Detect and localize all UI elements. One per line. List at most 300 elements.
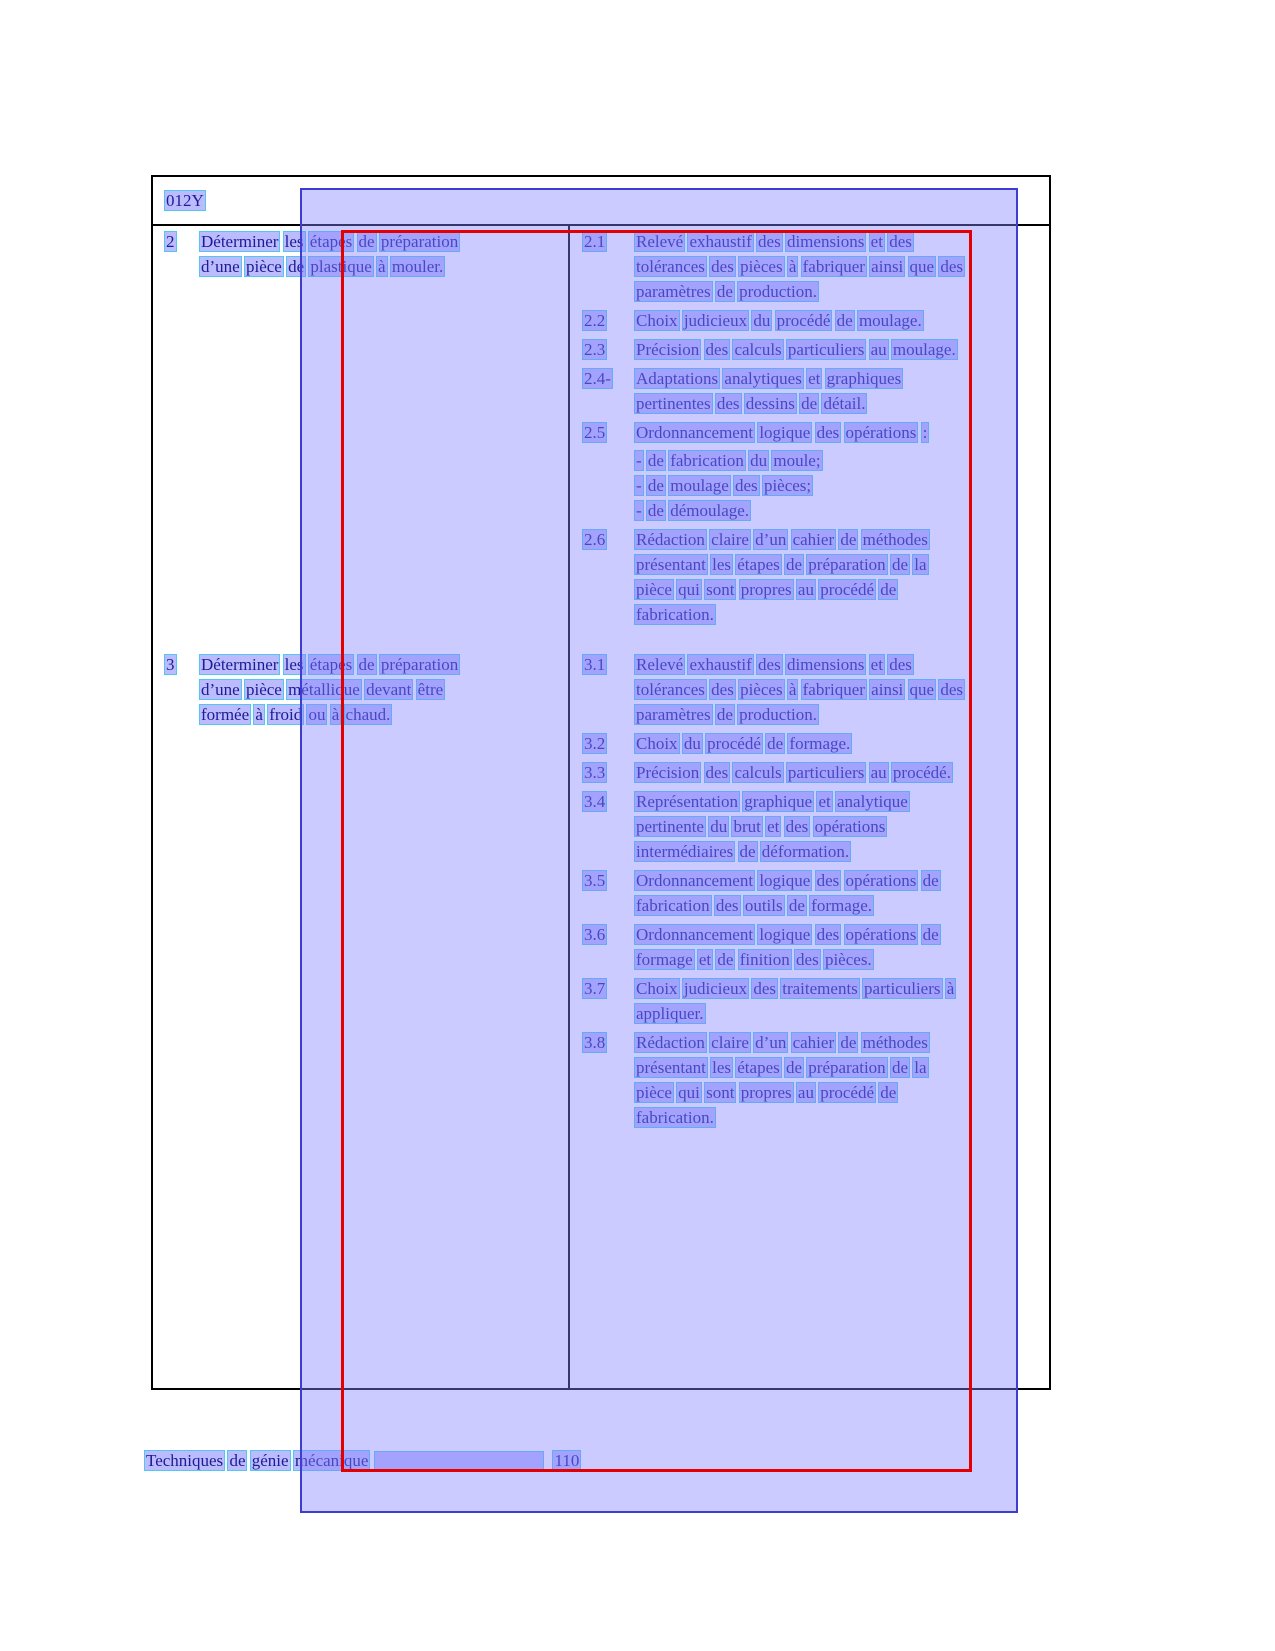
criterion-item <box>570 760 1049 785</box>
word-highlight: d’un <box>755 1033 787 1052</box>
word-highlight: du <box>710 817 728 836</box>
criterion-number <box>570 731 635 756</box>
word-highlight: ainsi <box>871 680 904 699</box>
criterion-item <box>570 308 1049 333</box>
word-highlight: 3.2 <box>584 734 606 753</box>
word-highlight: de <box>922 871 939 890</box>
word-highlight: traitements <box>782 979 858 998</box>
word-highlight: pièce <box>245 257 282 276</box>
word-highlight: calculs <box>734 340 782 359</box>
word-highlight: dimensions <box>786 232 865 251</box>
criterion-line <box>635 839 1045 864</box>
word-highlight: la <box>914 1058 927 1077</box>
word-highlight: de <box>358 232 375 251</box>
word-highlight: de <box>801 394 818 413</box>
word-highlight: opérations <box>814 817 886 836</box>
criterion-line <box>635 602 1045 627</box>
criterion-line <box>635 731 1045 756</box>
objective-line <box>200 702 560 727</box>
objective-number <box>153 652 200 1134</box>
word-highlight: d’un <box>755 530 787 549</box>
word-highlight: de <box>716 282 733 301</box>
word-highlight: logique <box>759 871 811 890</box>
criterion-line <box>635 279 1045 304</box>
criterion-sub-line <box>635 448 1045 473</box>
word-highlight: opérations <box>845 871 917 890</box>
objective-cell <box>153 229 570 631</box>
word-highlight: qui <box>678 580 700 599</box>
word-highlight: de <box>716 705 733 724</box>
criterion-line <box>635 552 1045 577</box>
word-highlight: 3.5 <box>584 871 606 890</box>
word-highlight: outils <box>744 896 783 915</box>
word-highlight: des <box>735 476 758 495</box>
word-highlight: 3.7 <box>584 979 606 998</box>
word-highlight: 2.1 <box>584 232 606 251</box>
word-highlight: judicieux <box>683 979 748 998</box>
word-highlight: mouler. <box>391 257 444 276</box>
criterion-number <box>570 922 635 972</box>
word-highlight: pièces; <box>763 476 812 495</box>
word-highlight: de <box>922 925 939 944</box>
word-highlight: des <box>785 817 809 836</box>
criterion-text <box>635 976 1049 1026</box>
criterion-number <box>570 527 635 627</box>
criterion-item <box>570 868 1049 918</box>
word-highlight: de <box>647 451 664 470</box>
word-highlight: formée <box>201 705 250 724</box>
word-highlight: mécanique <box>294 1451 369 1470</box>
word-highlight: des <box>940 680 963 699</box>
criterion-line <box>635 420 1045 445</box>
criterion-line <box>635 702 1045 727</box>
word-highlight: à <box>788 257 797 276</box>
word-highlight: ainsi <box>871 257 904 276</box>
word-highlight: procédé <box>820 1083 875 1102</box>
word-highlight: des <box>889 232 912 251</box>
criterion-item <box>570 337 1049 362</box>
criterion-line <box>635 527 1045 552</box>
page-footer <box>145 1448 586 1473</box>
criterion-item <box>570 366 1049 416</box>
word-highlight: que <box>909 257 935 276</box>
objective-line <box>200 254 560 279</box>
word-highlight: finition <box>739 950 790 969</box>
criterion-line <box>635 976 1045 1001</box>
word-highlight: pertinentes <box>636 394 711 413</box>
word-highlight: chaud. <box>345 705 391 724</box>
word-highlight: du <box>753 311 771 330</box>
footer-highlight-gap <box>375 1452 543 1470</box>
word-highlight: formage. <box>811 896 873 915</box>
word-highlight: de <box>880 1083 897 1102</box>
word-highlight: Précision <box>636 763 700 782</box>
criterion-text <box>635 760 1049 785</box>
criterion-number <box>570 652 635 727</box>
word-highlight: : <box>922 423 928 442</box>
word-highlight: de <box>840 530 857 549</box>
criterion-item <box>570 976 1049 1026</box>
word-highlight: exhaustif <box>689 655 752 674</box>
objective-number <box>153 229 200 631</box>
criterion-line <box>635 893 1045 918</box>
word-highlight: pièce <box>636 1083 672 1102</box>
word-highlight: 3.6 <box>584 925 606 944</box>
word-highlight: présentant <box>636 555 706 574</box>
criterion-sub-line <box>635 473 1045 498</box>
word-highlight: Adaptations <box>636 369 719 388</box>
word-highlight: intermédiaires <box>636 842 734 861</box>
word-highlight: particuliers <box>787 763 865 782</box>
word-highlight: fabrication <box>670 451 744 470</box>
criterion-text <box>635 308 1049 333</box>
word-highlight: Relevé <box>636 232 684 251</box>
word-highlight: les <box>712 1058 731 1077</box>
criterion-text <box>635 1030 1049 1130</box>
word-highlight: procédé <box>820 580 875 599</box>
word-highlight: et <box>698 950 712 969</box>
word-highlight: et <box>870 655 883 674</box>
word-highlight: particuliers <box>864 979 941 998</box>
word-highlight: Déterminer <box>201 655 279 674</box>
criterion-line <box>635 677 1045 702</box>
word-highlight: 2.3 <box>584 340 606 359</box>
criterion-line <box>635 337 1045 362</box>
word-highlight: de <box>767 734 784 753</box>
criterion-line <box>635 229 1045 254</box>
document-table-frame <box>151 175 1051 1390</box>
word-highlight: claire <box>711 1033 749 1052</box>
word-highlight: graphique <box>744 792 813 811</box>
word-highlight: des <box>716 394 740 413</box>
criterion-number <box>570 366 635 416</box>
word-highlight: judicieux <box>683 311 748 330</box>
word-highlight: ou <box>308 705 326 724</box>
word-highlight: détail. <box>823 394 866 413</box>
word-highlight: Choix <box>636 979 678 998</box>
word-highlight: devant <box>366 680 412 699</box>
word-highlight: présentant <box>636 1058 706 1077</box>
criterion-line <box>635 1080 1045 1105</box>
word-highlight: de <box>717 950 734 969</box>
word-highlight: des <box>816 925 840 944</box>
criterion-line <box>635 760 1045 785</box>
word-highlight: de <box>288 257 305 276</box>
criterion-sub-items <box>635 448 1045 523</box>
word-highlight: 2.4- <box>584 369 611 388</box>
word-highlight: du <box>750 451 768 470</box>
word-highlight: au <box>870 340 887 359</box>
word-highlight: 110 <box>554 1451 580 1470</box>
word-highlight: Représentation <box>636 792 738 811</box>
word-highlight: Précision <box>636 340 700 359</box>
word-highlight: paramètres <box>636 282 711 301</box>
word-highlight: à <box>378 257 386 276</box>
word-highlight: analytiques <box>724 369 802 388</box>
word-highlight: 3.8 <box>584 1033 606 1052</box>
word-highlight: - <box>636 451 642 470</box>
word-highlight: dessins <box>745 394 795 413</box>
column-divider <box>568 226 570 1388</box>
word-highlight: cahier <box>792 1033 835 1052</box>
criterion-number <box>570 868 635 918</box>
criterion-number <box>570 976 635 1026</box>
word-highlight: de <box>891 555 908 574</box>
word-highlight: Ordonnancement <box>636 925 754 944</box>
word-highlight: à <box>255 705 263 724</box>
word-highlight: moule; <box>773 451 821 470</box>
word-highlight: des <box>705 763 729 782</box>
word-highlight: 012Y <box>166 191 204 210</box>
word-highlight: Ordonnancement <box>636 871 754 890</box>
word-highlight: pertinente <box>636 817 704 836</box>
table-rows <box>153 229 1049 1134</box>
word-highlight: de <box>647 476 664 495</box>
criterion-text <box>635 652 1049 727</box>
criterion-sub-line <box>635 498 1045 523</box>
criterion-number <box>570 1030 635 1130</box>
word-highlight: que <box>909 680 935 699</box>
criterion-line <box>635 366 1045 391</box>
word-highlight: Techniques <box>146 1451 224 1470</box>
criterion-text <box>635 366 1049 416</box>
word-highlight: préparation <box>808 555 886 574</box>
criterion-line <box>635 1055 1045 1080</box>
criterion-text <box>635 731 1049 756</box>
word-highlight: de <box>788 896 805 915</box>
word-highlight: méthodes <box>862 530 928 549</box>
word-highlight: étapes <box>737 1058 780 1077</box>
word-highlight: de <box>739 842 756 861</box>
word-highlight: Rédaction <box>636 1033 705 1052</box>
word-highlight: fabriquer <box>802 680 865 699</box>
criterion-line <box>635 1001 1045 1026</box>
word-highlight: des <box>753 979 776 998</box>
word-highlight: préparation <box>808 1058 886 1077</box>
word-highlight: 2.6 <box>584 530 606 549</box>
word-highlight: Relevé <box>636 655 684 674</box>
word-highlight: étapes <box>309 232 353 251</box>
criterion-text <box>635 527 1049 627</box>
word-highlight: calculs <box>734 763 782 782</box>
criterion-item <box>570 1030 1049 1130</box>
criteria-cell <box>570 652 1049 1134</box>
word-highlight: démoulage. <box>670 501 750 520</box>
word-highlight: étapes <box>309 655 353 674</box>
word-highlight: pièces <box>740 257 783 276</box>
word-highlight: des <box>889 655 912 674</box>
criterion-number <box>570 308 635 333</box>
word-highlight: fabriquer <box>802 257 865 276</box>
word-highlight: moulage. <box>892 340 956 359</box>
word-highlight: opérations <box>845 925 917 944</box>
word-highlight: de <box>836 311 853 330</box>
word-highlight: Déterminer <box>201 232 279 251</box>
objective-line <box>200 677 560 702</box>
criterion-text <box>635 337 1049 362</box>
criterion-item <box>570 731 1049 756</box>
word-highlight: formage. <box>789 734 851 753</box>
word-highlight: de <box>840 1033 857 1052</box>
criterion-item <box>570 229 1049 304</box>
word-highlight: méthodes <box>862 1033 928 1052</box>
word-highlight: du <box>683 734 701 753</box>
word-highlight: des <box>705 340 729 359</box>
word-highlight: graphiques <box>826 369 902 388</box>
word-highlight: formage <box>636 950 693 969</box>
word-highlight: - <box>636 501 642 520</box>
criteria-cell <box>570 229 1049 631</box>
word-highlight: tolérances <box>636 680 705 699</box>
criterion-number <box>570 337 635 362</box>
word-highlight: logique <box>759 423 811 442</box>
word-highlight: propres <box>740 580 792 599</box>
criterion-line <box>635 652 1045 677</box>
word-highlight: procédé <box>707 734 761 753</box>
word-highlight: fabrication. <box>636 1108 714 1127</box>
word-highlight: de <box>229 1451 246 1470</box>
word-highlight: déformation. <box>761 842 850 861</box>
word-highlight: opérations <box>845 423 917 442</box>
word-highlight: au <box>797 580 814 599</box>
word-highlight: logique <box>759 925 811 944</box>
word-highlight: moulage. <box>858 311 922 330</box>
word-highlight: étapes <box>737 555 780 574</box>
word-highlight: à <box>331 705 340 724</box>
word-highlight: de <box>785 1058 803 1077</box>
document-body <box>153 226 1049 1388</box>
word-highlight: de <box>891 1058 908 1077</box>
criterion-text <box>635 229 1049 304</box>
word-highlight: 3.4 <box>584 792 606 811</box>
word-highlight: Ordonnancement <box>636 423 754 442</box>
word-highlight: pièces. <box>824 950 872 969</box>
word-highlight: cahier <box>792 530 835 549</box>
criterion-line <box>635 868 1045 893</box>
word-highlight: des <box>816 871 840 890</box>
word-highlight: propres <box>740 1083 792 1102</box>
objective-line <box>200 652 560 677</box>
word-highlight: 2 <box>166 232 175 251</box>
word-highlight: 3 <box>166 655 175 674</box>
objective-row <box>153 652 1049 1134</box>
objective-row <box>153 229 1049 631</box>
criterion-item <box>570 527 1049 627</box>
criterion-item <box>570 922 1049 972</box>
word-highlight: analytique <box>836 792 908 811</box>
objective-line <box>200 229 560 254</box>
word-highlight: génie <box>251 1451 289 1470</box>
word-highlight: Choix <box>636 311 678 330</box>
word-highlight: plastique <box>310 257 372 276</box>
word-highlight: fabrication <box>636 896 710 915</box>
word-highlight: claire <box>711 530 749 549</box>
word-highlight: la <box>914 555 927 574</box>
word-highlight: de <box>880 580 897 599</box>
criterion-number <box>570 229 635 304</box>
word-highlight: préparation <box>380 232 459 251</box>
criterion-line <box>635 947 1045 972</box>
criterion-line <box>635 789 1045 814</box>
word-highlight: les <box>284 655 304 674</box>
word-highlight: des <box>940 257 963 276</box>
criterion-line <box>635 814 1045 839</box>
word-highlight: moulage <box>670 476 729 495</box>
word-highlight: froid <box>269 705 303 724</box>
word-highlight: fabrication. <box>636 605 714 624</box>
criterion-number <box>570 760 635 785</box>
criterion-number <box>570 420 635 523</box>
criterion-line <box>635 254 1045 279</box>
word-highlight: 2.2 <box>584 311 606 330</box>
word-highlight: à <box>946 979 955 998</box>
word-highlight: être <box>417 680 444 699</box>
word-highlight: pièce <box>636 580 672 599</box>
criterion-text <box>635 420 1049 523</box>
word-highlight: tolérances <box>636 257 705 276</box>
word-highlight: les <box>284 232 304 251</box>
word-highlight: de <box>358 655 375 674</box>
word-highlight: les <box>712 555 731 574</box>
word-highlight: des <box>796 950 819 969</box>
word-highlight: sont <box>706 580 735 599</box>
word-highlight: particuliers <box>787 340 865 359</box>
word-highlight: des <box>816 423 840 442</box>
word-highlight: procédé <box>776 311 831 330</box>
word-highlight: d’une <box>201 257 240 276</box>
criterion-line <box>635 1105 1045 1130</box>
word-highlight: et <box>818 792 831 811</box>
criterion-item <box>570 789 1049 864</box>
word-highlight: des <box>715 896 739 915</box>
criterion-item <box>570 420 1049 523</box>
criterion-text <box>635 868 1049 918</box>
word-highlight: et <box>767 817 780 836</box>
criterion-line <box>635 922 1045 947</box>
word-highlight: production. <box>739 282 818 301</box>
word-highlight: au <box>797 1083 814 1102</box>
word-highlight: des <box>711 257 734 276</box>
objective-text <box>200 229 570 631</box>
word-highlight: paramètres <box>636 705 711 724</box>
criterion-text <box>635 789 1049 864</box>
footer-page-number <box>553 1448 580 1473</box>
word-highlight: procédé. <box>892 763 951 782</box>
word-highlight: dimensions <box>786 655 865 674</box>
word-highlight: de <box>647 501 664 520</box>
footer-title <box>145 1448 369 1473</box>
word-highlight: et <box>808 369 821 388</box>
word-highlight: 3.1 <box>584 655 606 674</box>
word-highlight: - <box>636 476 642 495</box>
word-highlight: Choix <box>636 734 678 753</box>
word-highlight: préparation <box>380 655 459 674</box>
word-highlight: pièces <box>740 680 783 699</box>
word-highlight: qui <box>678 1083 700 1102</box>
word-highlight: brut <box>733 817 761 836</box>
word-highlight: appliquer. <box>636 1004 704 1023</box>
objective-cell <box>153 652 570 1134</box>
word-highlight: des <box>711 680 734 699</box>
word-highlight: de <box>785 555 803 574</box>
objective-text <box>200 652 570 1134</box>
word-highlight: métallique <box>288 680 360 699</box>
criterion-line <box>635 1030 1045 1055</box>
criterion-line <box>635 308 1045 333</box>
header-code <box>165 191 205 210</box>
word-highlight: et <box>870 232 883 251</box>
word-highlight: Rédaction <box>636 530 705 549</box>
